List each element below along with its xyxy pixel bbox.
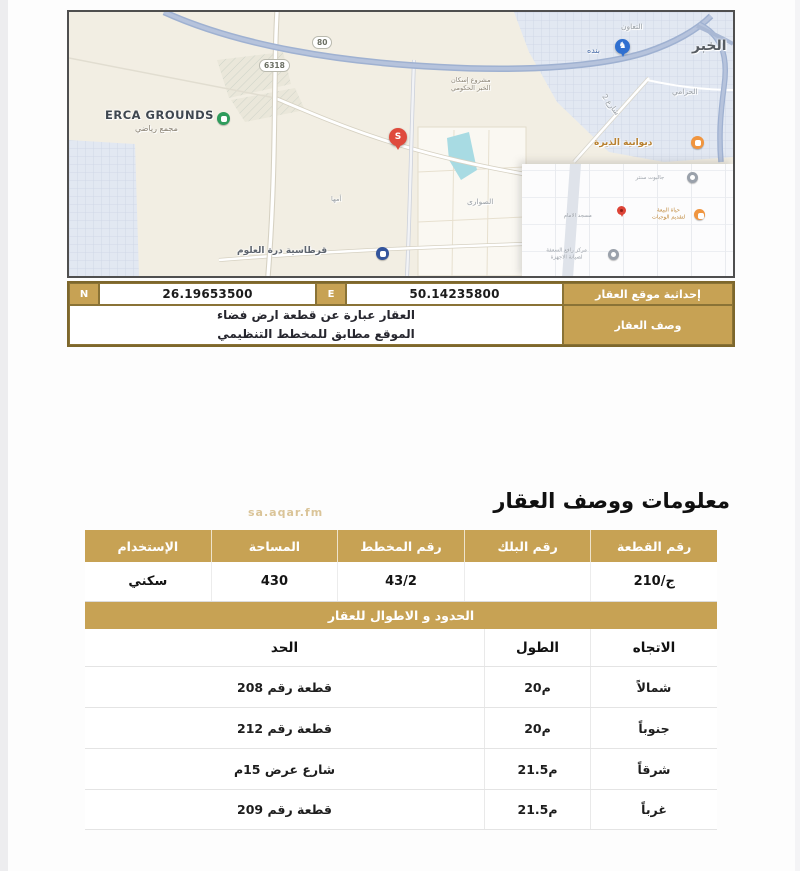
panda-store-marker: ♞ [615,39,630,54]
description-line-1: العقار عبارة عن قطعة ارض فضاء [217,308,416,323]
area-label-amha: أمها [331,195,342,203]
boundary-row-west [85,789,717,830]
page-edge-left [0,0,8,871]
description-title: وصف العقار [563,305,733,345]
header-boundary: الحد [85,629,485,666]
longitude-value: 50.14235800 [346,283,563,305]
latitude-value: 26.19653500 [99,283,316,305]
property-description-text [69,305,563,345]
description-line-2: الموقع مطابق للمخطط التنظيمي [217,327,415,341]
direction-north: شمالاً [636,679,672,695]
street-label-share2: شارع 2 [600,92,622,117]
property-pin-marker: S [389,128,407,146]
inset-label-center: مركز رافع السعفة لصيانة الاجهزة [546,246,587,261]
value-area: 430 [212,562,339,601]
boundaries-table [85,629,717,830]
description-row [69,305,733,345]
inset-shop-icon [687,172,698,183]
coordinates-row [69,283,733,305]
header-plot-number: رقم القطعة [617,538,692,554]
inset-mosque-pin [617,206,626,215]
area-label-sawari: الصوارى [467,197,494,206]
boundary-row-north [85,666,717,707]
boundary-east: شارع عرض 15م [85,749,485,789]
area-label-hazami: الحزامي [672,87,698,96]
section-title-property-info: معلومات ووصف العقار [493,489,730,513]
inset-detail-map [522,164,733,278]
inset-restaurant-icon [694,209,705,220]
direction-south: جنوباً [638,720,670,736]
value-usage: سكني [85,562,212,601]
area-label-taawun: التعاون [621,22,643,31]
inset-center-icon [608,249,619,260]
poi-sublabel-sports-complex: مجمع رياضي [135,124,178,133]
header-plan-number: رقم المخطط [338,530,465,562]
poi-label-erca-grounds: ERCA GROUNDS [105,108,214,122]
watermark: sa.aqar.fm [248,506,324,519]
boundary-south: قطعة رقم 212 [85,708,485,748]
boundaries-section-bar: الحدود و الاطوال للعقار [85,602,717,629]
stationery-store-icon [376,247,389,260]
sports-complex-icon [217,112,230,125]
inset-label-mosque: مسجد الامام [563,212,592,219]
header-length: الطول [485,629,591,666]
restaurant-icon [691,136,704,149]
route-shield-6318: 6318 [259,59,290,72]
length-south: م20 [485,708,591,748]
area-label-housing-project: مشروع إسكان الخبر الحكومي [451,76,491,93]
info-table-value-row [85,562,717,602]
page-edge-right [795,0,800,871]
poi-label-diwaniya: ديوانية الذيرة [594,138,653,148]
property-info-table [85,530,717,602]
boundary-row-south [85,707,717,748]
value-plan-number: 43/2 [338,562,465,601]
route-shield-80: 80 [312,36,332,49]
length-west: م21.5 [485,790,591,829]
inset-main-road [561,164,581,278]
direction-west: غرباً [641,802,667,817]
direction-east: شرقاً [637,761,671,777]
clipped-text-fragment [108,0,288,7]
header-usage: الإستخدام [85,530,212,562]
length-east: م21.5 [485,749,591,789]
header-area: المساحة [212,530,339,562]
poi-label-panda: بنده [587,46,601,55]
poi-label-stationery: قرطاسية درة العلوم [237,246,328,256]
value-block-number [465,562,592,601]
boundary-north: قطعة رقم 208 [85,667,485,707]
property-location-map[interactable] [67,10,735,278]
inset-label-shop: جالبوت سنتر [635,174,665,181]
info-table-header-row [85,530,717,562]
length-north: م20 [485,667,591,707]
inset-label-restaurant: حياة البيعة لتقديم الوجبات [651,206,686,221]
north-axis-label: N [69,283,99,305]
coordinates-title: إحداثية موقع العقار [563,283,733,305]
city-label-khobar: الخبر [692,38,727,54]
boundary-west: قطعة رقم 209 [85,790,485,829]
header-direction: الاتجاه [632,639,676,656]
boundary-row-east [85,748,717,789]
east-axis-label: E [316,283,346,305]
value-plot-number: ج/210 [633,574,675,589]
boundaries-header-row [85,629,717,666]
coordinates-table [67,281,735,347]
header-block-number: رقم البلك [465,530,592,562]
